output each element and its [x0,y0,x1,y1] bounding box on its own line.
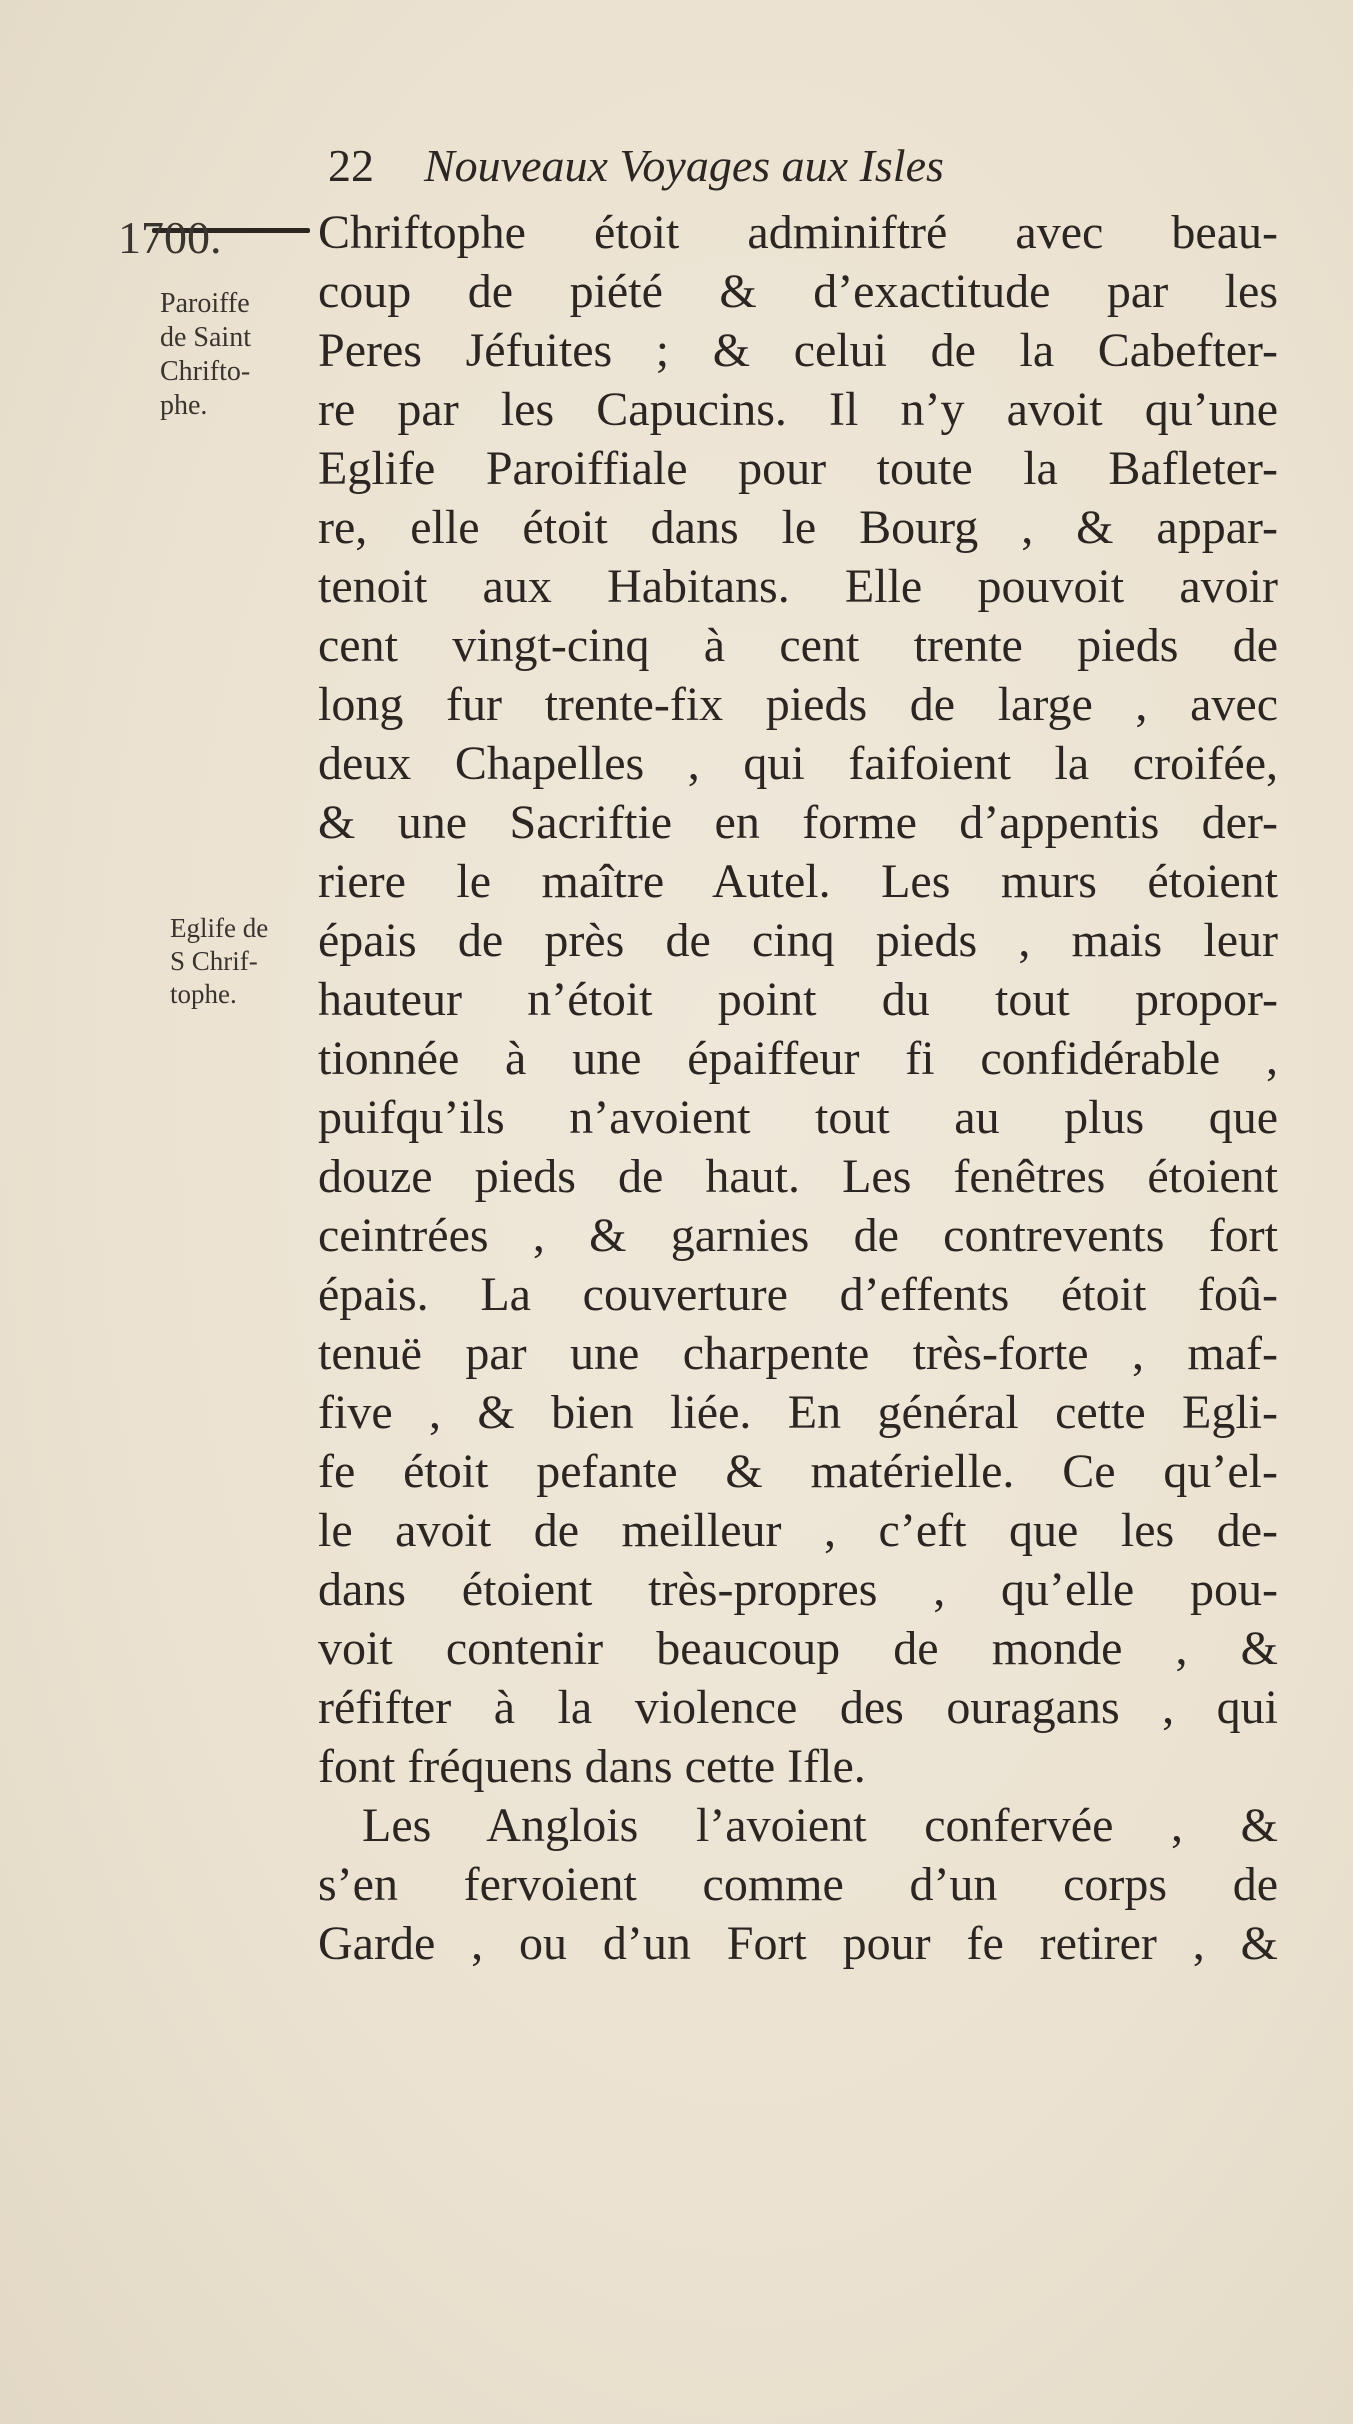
margin-note-eglise [170,912,268,1011]
text-line: five , & bien liée. En général cette Egli- [318,1386,1278,1439]
text-line: Chriftophe étoit adminiftré avec beau- [318,206,1278,259]
text-line: Eglife Paroiffiale pour toute la Bafleter- [318,442,1278,495]
margin-note-line: Chrifto- [160,356,251,387]
margin-note-line: tophe. [170,979,237,1009]
margin-note-line: Eglife de [170,913,269,943]
text-line: puifqu’ils n’avoient tout au plus que [318,1091,1278,1144]
text-line: font fréquens dans cette Ifle. [318,1740,866,1793]
text-line: re, elle étoit dans le Bourg , & appar- [318,501,1278,554]
text-line: long fur trente-fix pieds de large , avec [318,678,1278,731]
text-line: Les Anglois l’avoient confervée , & [362,1799,1278,1852]
running-title: Nouveaux Voyages aux Isles [424,140,944,191]
text-line: Peres Jéfuites ; & celui de la Cabefter- [318,324,1278,377]
body-text [318,203,1278,1973]
margin-note-paroisse [160,287,251,423]
text-line: tionnée à une épaiffeur fi confidérable , [318,1032,1278,1085]
text-line: épais de près de cinq pieds , mais leur [318,914,1278,967]
text-line: ceintrées , & garnies de contrevents fort [318,1209,1278,1262]
text-line: Garde , ou d’un Fort pour fe retirer , & [318,1917,1278,1970]
text-line: cent vingt-cinq à cent trente pieds de [318,619,1278,672]
margin-note-line: phe. [160,390,208,421]
text-line: & une Sacriftie en forme d’appentis der- [318,796,1278,849]
text-line: tenuë par une charpente très-forte , maf- [318,1327,1278,1380]
text-line: épais. La couverture d’effents étoit foû- [318,1268,1278,1321]
margin-note-line: S Chrif- [170,946,258,976]
text-line: s’en fervoient comme d’un corps de [318,1858,1278,1911]
margin-year: 1700. [118,212,222,263]
margin-note-line: de Saint [160,322,251,353]
text-line: douze pieds de haut. Les fenêtres étoient [318,1150,1278,1203]
text-line: dans étoient très-propres , qu’elle pou- [318,1563,1278,1616]
text-line: le avoit de meilleur , c’eft que les de- [318,1504,1278,1557]
text-line: hauteur n’étoit point du tout propor- [318,973,1278,1026]
text-line: deux Chapelles , qui faifoient la croifée, [318,737,1278,790]
running-header [328,136,1228,196]
text-line: re par les Capucins. Il n’y avoit qu’une [318,383,1278,436]
page-number: 22 [328,140,374,191]
text-line: réfifter à la violence des ouragans , qui [318,1681,1278,1734]
text-line: voit contenir beaucoup de monde , & [318,1622,1278,1675]
text-line: coup de piété & d’exactitude par les [318,265,1278,318]
text-line: tenoit aux Habitans. Elle pouvoit avoir [318,560,1278,613]
text-line: fe étoit pefante & matérielle. Ce qu’el- [318,1445,1278,1498]
margin-note-line: Paroiffe [160,288,250,319]
text-line: riere le maître Autel. Les murs étoient [318,855,1278,908]
